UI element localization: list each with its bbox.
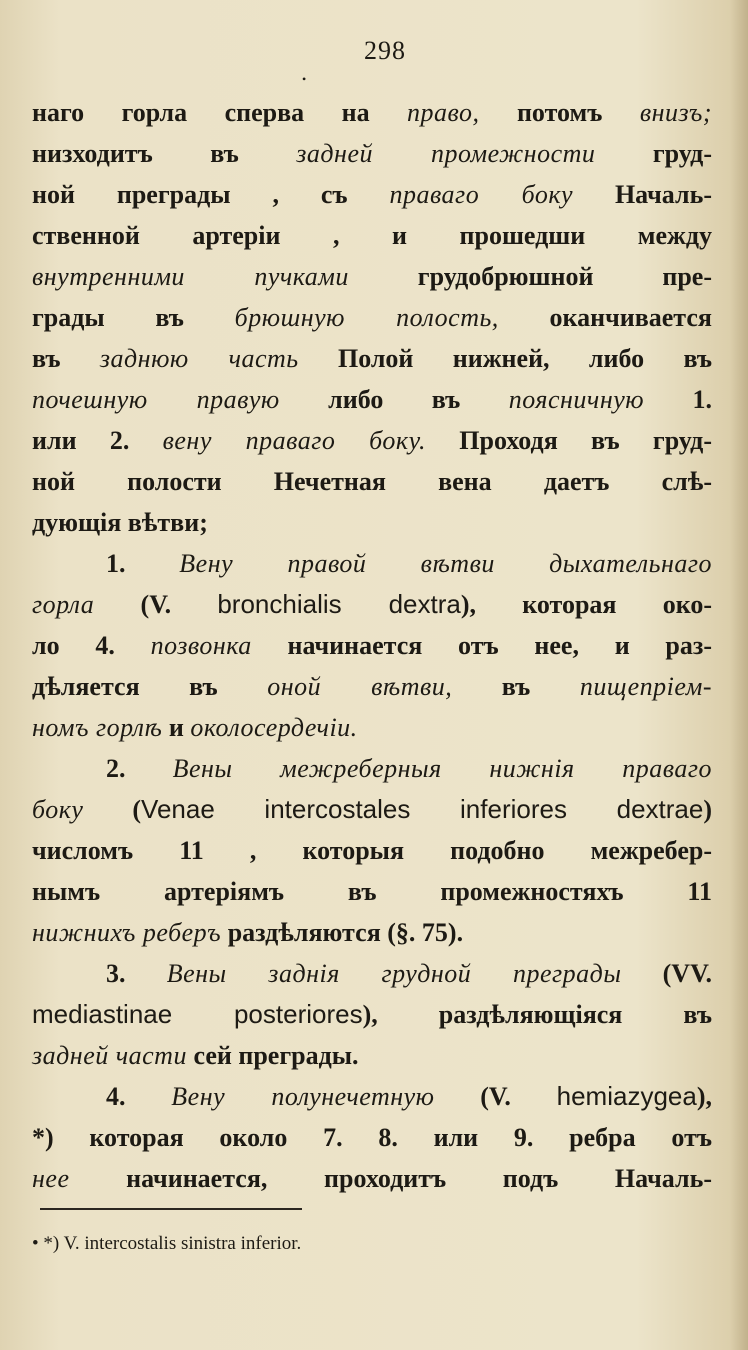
- text-run: 4.: [106, 1082, 172, 1111]
- text-run: въ: [32, 344, 100, 373]
- text-line: [32, 1076, 712, 1117]
- text-run: раздѣляются (§. 75).: [221, 918, 464, 947]
- page-edge-shadow: [730, 0, 748, 1350]
- italic-term: Вену полунечетную: [171, 1082, 435, 1111]
- italic-term: номъ горлѣ: [32, 713, 163, 742]
- text-line: [32, 297, 712, 338]
- text-run: потомъ: [479, 98, 640, 127]
- printer-mark: •: [302, 72, 307, 86]
- text-line: [32, 584, 712, 625]
- text-line: [32, 174, 712, 215]
- text-line: [32, 830, 712, 871]
- text-run: ственной артеріи , и прошедши между: [32, 221, 712, 250]
- text-line: [32, 420, 712, 461]
- italic-term: задней части: [32, 1041, 187, 1070]
- text-run: оканчивается: [498, 303, 712, 332]
- italic-term: пищепріем-: [579, 672, 713, 701]
- italic-term: Вены заднія грудной преграды: [166, 959, 622, 988]
- text-line: [32, 1035, 712, 1076]
- text-line: [32, 543, 712, 584]
- text-run: (: [83, 795, 142, 824]
- text-line: [32, 994, 712, 1035]
- text-run: ной полости Нечетная вена даетъ слѣ-: [32, 467, 712, 496]
- italic-term: боку: [32, 795, 84, 824]
- text-run: 3.: [106, 959, 167, 988]
- text-line: [32, 1117, 712, 1158]
- text-run: (V.: [434, 1082, 557, 1111]
- text-run: ло 4.: [32, 631, 151, 660]
- text-line: [32, 707, 712, 748]
- text-run: дующія вѣтви;: [32, 508, 208, 537]
- text-run: 1.: [106, 549, 180, 578]
- italic-term: Вену правой вѣтви дыхательнаго: [179, 549, 712, 578]
- text-run: числомъ 11 , которыя подобно межребер-: [32, 836, 712, 865]
- text-line: [32, 92, 712, 133]
- italic-term: вену праваго боку.: [162, 426, 426, 455]
- text-run: либо въ: [279, 385, 509, 414]
- text-line: [32, 666, 712, 707]
- text-line: [32, 461, 712, 502]
- text-run: сей преграды.: [186, 1041, 359, 1070]
- text-line: [32, 953, 712, 994]
- text-run: низходитъ въ: [32, 139, 297, 168]
- italic-term: нее: [32, 1164, 70, 1193]
- text-line: [32, 338, 712, 379]
- text-run: въ: [452, 672, 580, 701]
- text-line: [32, 748, 712, 789]
- text-run: ), раздѣляющіяся въ: [362, 1000, 712, 1029]
- text-line: [32, 789, 712, 830]
- italic-term: почешную правую: [32, 385, 280, 414]
- text-line: [32, 256, 712, 297]
- text-run: наго горла сперва на: [32, 98, 408, 127]
- text-run: (V.: [94, 590, 218, 619]
- italic-term: право,: [407, 98, 480, 127]
- text-line: [32, 133, 712, 174]
- italic-term: заднюю часть: [99, 344, 299, 373]
- italic-term: нижнихъ реберъ: [32, 918, 222, 947]
- latin-term: hemiazygea: [556, 1081, 697, 1111]
- text-run: ): [703, 795, 712, 824]
- text-run: ),: [696, 1082, 712, 1111]
- text-run: и: [162, 713, 191, 742]
- latin-term: bronchialis dextra: [217, 589, 461, 619]
- text-run: грудобрюшной пре-: [348, 262, 712, 291]
- text-line: [32, 912, 712, 953]
- italic-term: околосердечіи.: [190, 713, 358, 742]
- italic-term: Вены межреберныя нижнія праваго: [172, 754, 712, 783]
- latin-term: mediastinae posteriores: [32, 999, 363, 1029]
- italic-term: оной вѣтви,: [267, 672, 453, 701]
- text-line: [32, 502, 712, 543]
- text-run: или 2.: [32, 426, 163, 455]
- text-line: [32, 379, 712, 420]
- text-run: груд-: [595, 139, 712, 168]
- italic-term: внутренними пучками: [32, 262, 349, 291]
- italic-term: задней промежности: [296, 139, 596, 168]
- text-run: (VV.: [621, 959, 712, 988]
- footnote-rule: [40, 1208, 302, 1210]
- text-run: *) которая около 7. 8. или 9. ребра отъ: [32, 1123, 712, 1152]
- text-line: [32, 871, 712, 912]
- text-line: [32, 215, 712, 256]
- text-run: грады въ: [32, 303, 235, 332]
- italic-term: поясничную: [508, 385, 645, 414]
- text-run: начинается, проходитъ подъ Началь-: [69, 1164, 712, 1193]
- footnote: • *) V. intercostalis sinistra inferior.: [32, 1233, 302, 1254]
- text-run: Проходя въ груд-: [425, 426, 712, 455]
- text-run: ), которая око-: [460, 590, 712, 619]
- text-run: начинается отъ нее, и раз-: [251, 631, 712, 660]
- text-line: [32, 1158, 712, 1199]
- text-run: дѣляется въ: [32, 672, 268, 701]
- page-number: 298: [364, 36, 406, 65]
- text-run: 2.: [106, 754, 173, 783]
- text-run: нымъ артеріямъ въ промежностяхъ 11: [32, 877, 712, 906]
- latin-term: Venae intercostales inferiores dextrae: [141, 794, 704, 824]
- text-run: Началь-: [573, 180, 713, 209]
- text-run: Полой нижней, либо въ: [298, 344, 712, 373]
- italic-term: брюшную полость,: [234, 303, 499, 332]
- text-run: ной преграды , съ: [32, 180, 390, 209]
- text-run: 1.: [644, 385, 712, 414]
- body-text: [32, 92, 712, 1199]
- italic-term: позвонка: [150, 631, 252, 660]
- italic-term: праваго боку: [389, 180, 574, 209]
- italic-term: внизъ;: [639, 98, 712, 127]
- text-line: [32, 625, 712, 666]
- italic-term: горла: [32, 590, 95, 619]
